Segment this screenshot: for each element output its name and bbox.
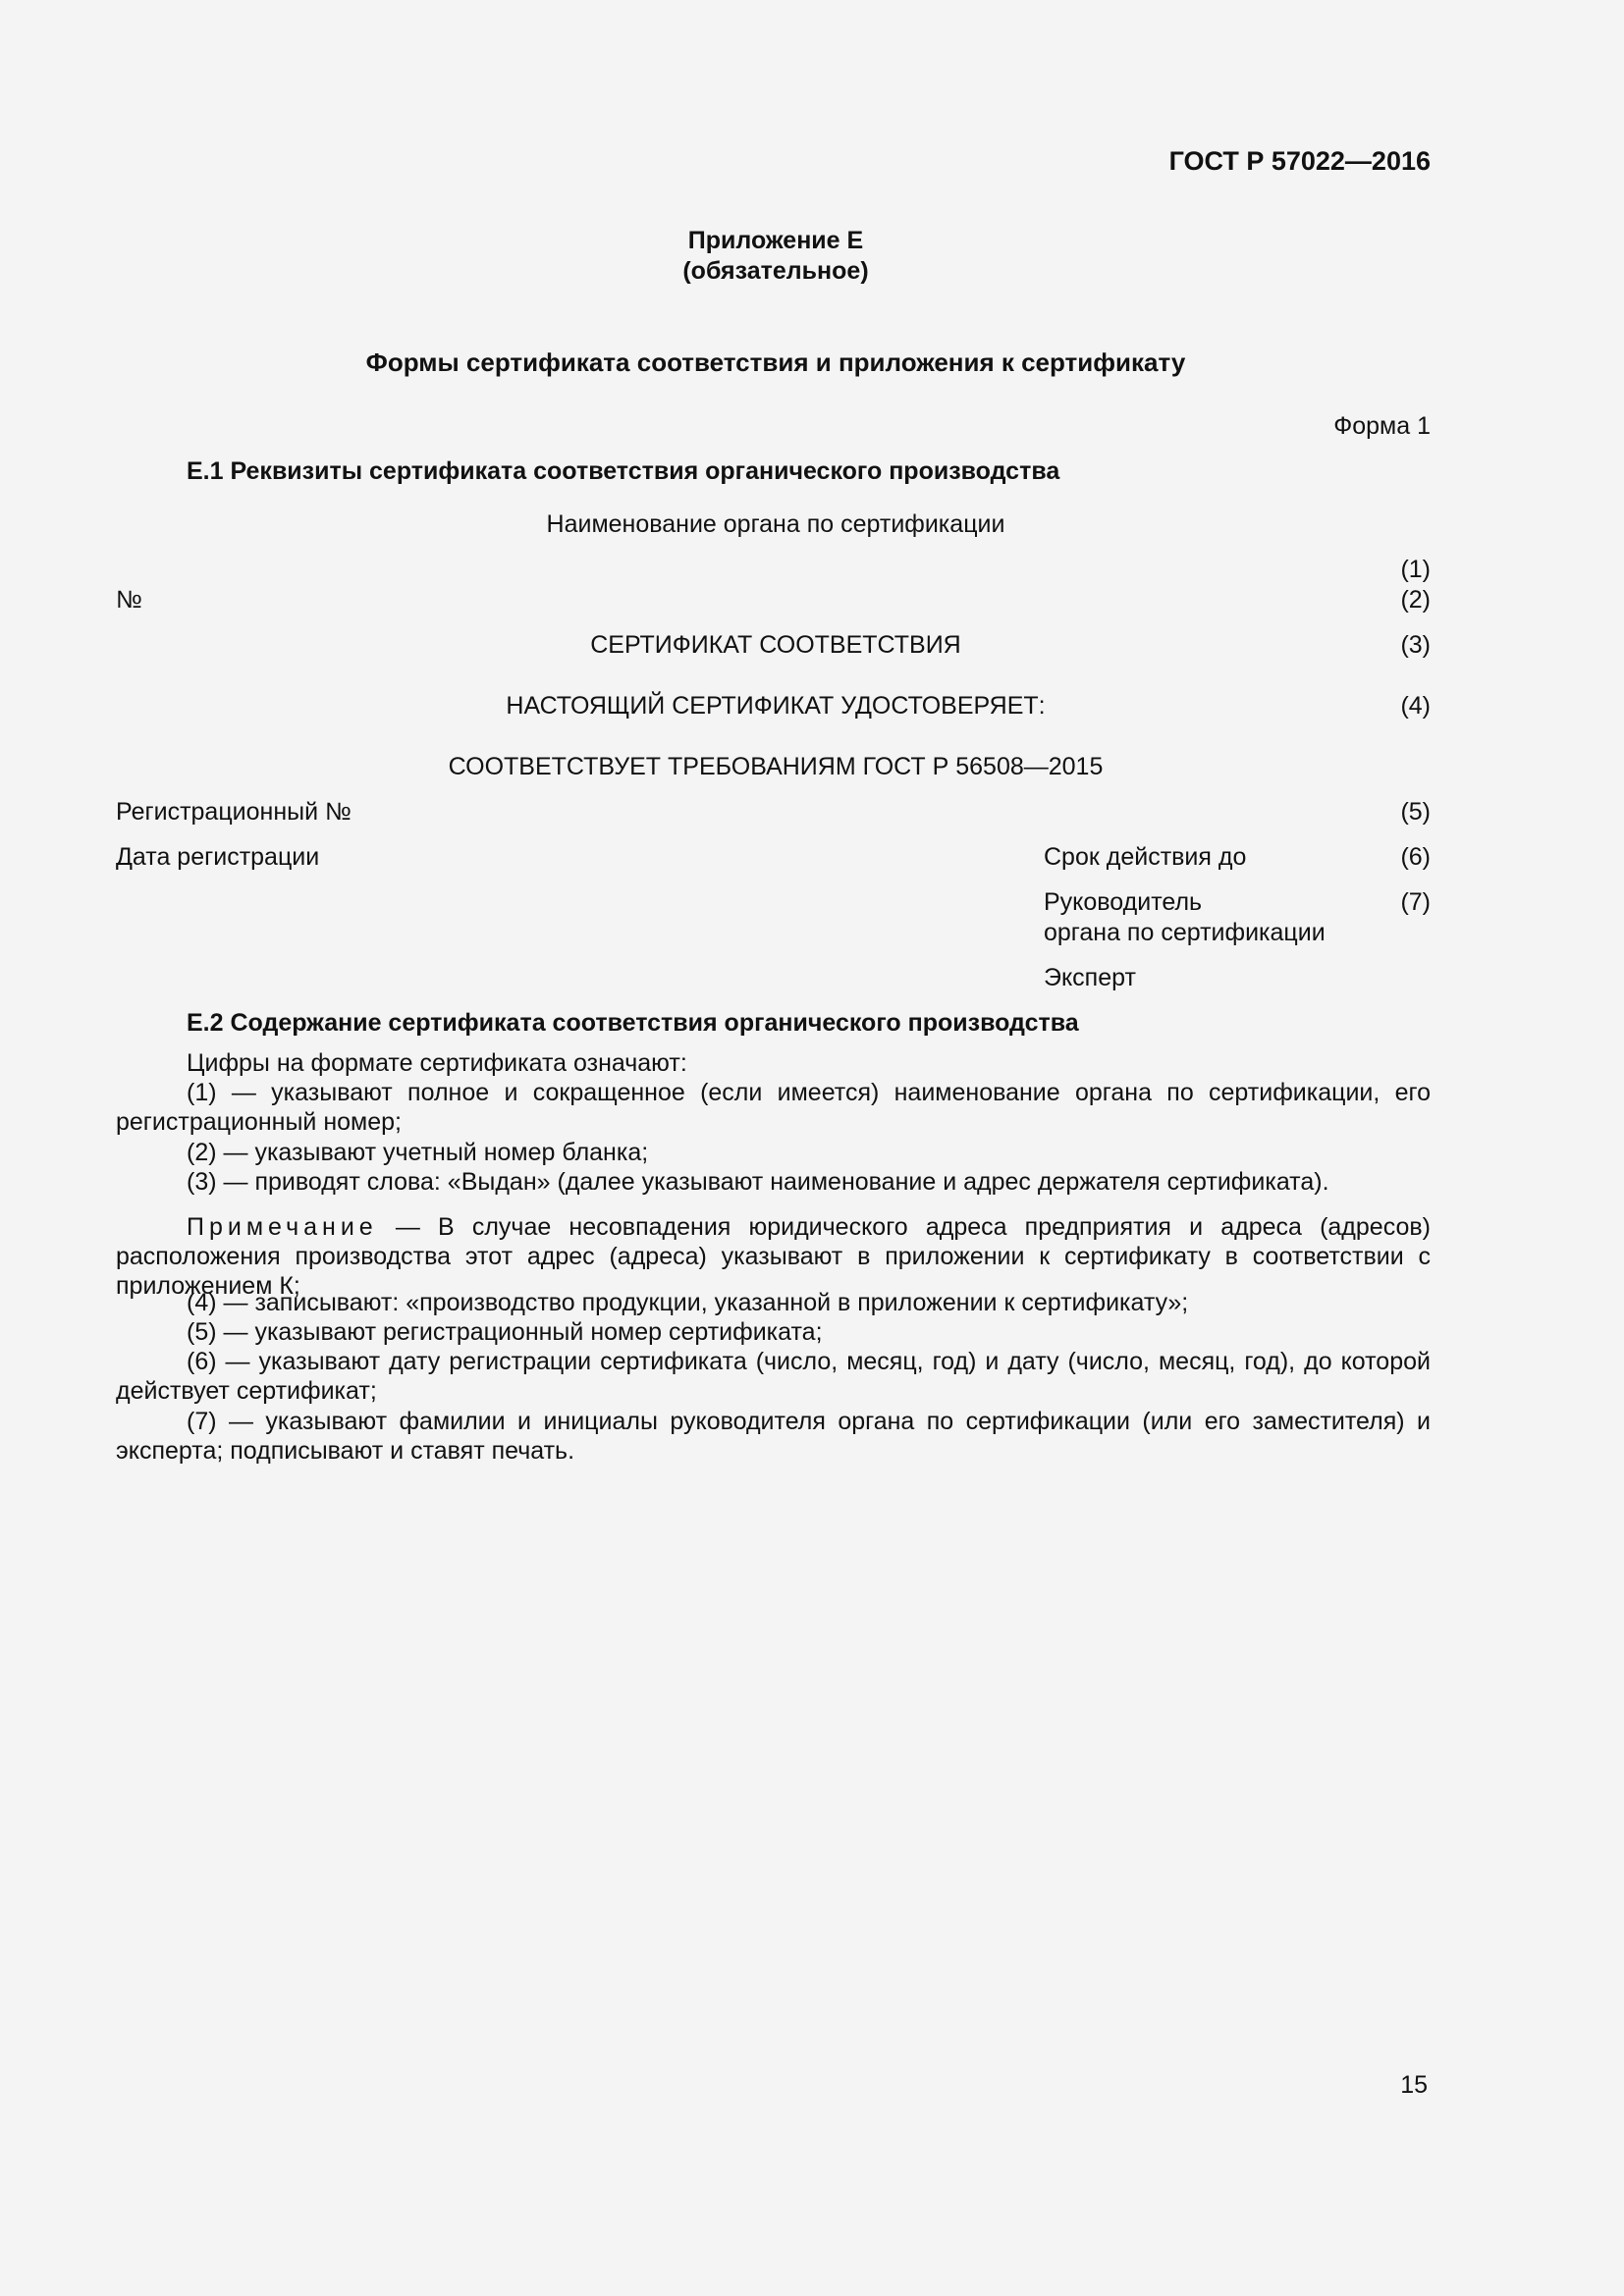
appendix-status: (обязательное) [682, 257, 869, 285]
e2-item-2: (2) — указывают учетный номер бланка; [187, 1139, 649, 1166]
e2-intro: Цифры на формате сертификата означают: [187, 1049, 687, 1077]
note-label: Примечание [187, 1213, 378, 1241]
reg-number-label: Регистрационный № [116, 798, 352, 826]
doc-code: ГОСТ Р 57022—2016 [1168, 146, 1431, 176]
cert-body-name: Наименование органа по сертификации [546, 510, 1005, 538]
head-label-line1: Руководитель [1044, 888, 1203, 916]
section-e2-title: Е.2 Содержание сертификата соответствия органического производства [187, 1009, 1079, 1037]
certifies-line: НАСТОЯЩИЙ СЕРТИФИКАТ УДОСТОВЕРЯЕТ: [506, 692, 1046, 720]
e2-item-4: (4) — записывают: «производство продукции, указанной в приложении к сертификату»; [187, 1289, 1189, 1316]
marker-6: (6) [1400, 843, 1431, 871]
note-text: — В случае несовпадения юридического адреса предприятия и адреса (адресов) расположения производства этот адрес (адреса) указывают в приложении к сертификату в соответствии с приложением К; [116, 1213, 1431, 1300]
marker-2: (2) [1400, 586, 1431, 614]
complies-line: СООТВЕТСТВУЕТ ТРЕБОВАНИЯМ ГОСТ Р 56508—2015 [448, 753, 1104, 780]
form-label: Форма 1 [1333, 412, 1431, 440]
marker-3: (3) [1400, 631, 1431, 659]
number-sign: № [116, 586, 142, 614]
certificate-title: СЕРТИФИКАТ СООТВЕТСТВИЯ [590, 631, 961, 659]
e2-item-1: (1) — указывают полное и сокращенное (если имеется) наименование органа по сертификации, его регистрационный номер; [116, 1079, 1431, 1136]
appendix-heading: Формы сертификата соответствия и приложения к сертификату [365, 347, 1186, 377]
valid-until-label: Срок действия до [1044, 843, 1247, 871]
marker-4: (4) [1400, 692, 1431, 720]
e2-item-5: (5) — указывают регистрационный номер сертификата; [187, 1318, 823, 1346]
marker-7: (7) [1400, 888, 1431, 916]
head-label-line2: органа по сертификации [1044, 919, 1326, 946]
reg-date-label: Дата регистрации [116, 843, 320, 871]
e2-item-6: (6) — указывают дату регистрации сертификата (число, месяц, год) и дату (число, месяц, год), до которой действует сертификат; [116, 1348, 1431, 1405]
expert-label: Эксперт [1044, 964, 1136, 991]
appendix-title: Приложение Е [687, 227, 864, 254]
marker-1: (1) [1400, 556, 1431, 583]
marker-5: (5) [1400, 798, 1431, 826]
page-number: 15 [1400, 2071, 1428, 2099]
e2-item-3: (3) — приводят слова: «Выдан» (далее указывают наименование и адрес держателя сертификата). [187, 1168, 1329, 1196]
section-e1-title: Е.1 Реквизиты сертификата соответствия органического производства [187, 457, 1060, 485]
e2-item-7: (7) — указывают фамилии и инициалы руководителя органа по сертификации (или его заместителя) и эксперта; подписывают и ставят печать. [116, 1408, 1431, 1465]
